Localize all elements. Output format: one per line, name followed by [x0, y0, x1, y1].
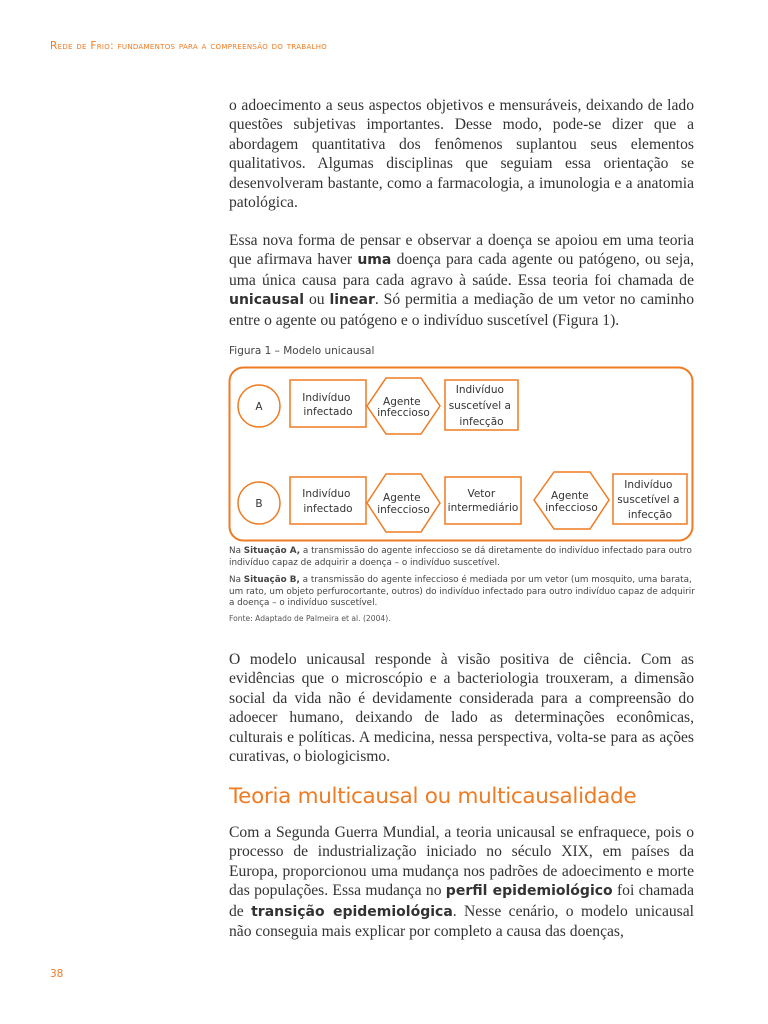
page-number: 38	[50, 968, 64, 980]
emphasis-uma: uma	[357, 252, 392, 269]
row-b-box3-line1: Indivíduo	[624, 479, 673, 491]
emphasis-transicao-epidemiologica: transição epidemiológica	[251, 903, 453, 920]
paragraph-2-text-1: Essa nova forma de pensar e observar a doença se apoiou em uma teoria que afirmava haver	[229, 232, 694, 269]
row-a-box1-line2: infectado	[303, 406, 353, 418]
emphasis-perfil-epidemiologico: perfil epidemiológico	[445, 883, 613, 900]
row-b-vector-box	[445, 477, 521, 524]
paragraph-2-text-3: ou	[304, 291, 330, 309]
row-a-box2-line3: infecção	[459, 416, 504, 428]
paragraph-1: o adoecimento a seus aspectos objetivos e mensuráveis, deixando de lado questões subjetivas importantes. Desse modo, pode-se dizer que a abordagem quantitativa dos fenômenos suplantou seus elementos qualitativos. Algumas disciplinas que seguiam essa orientação se desenvolveram bastante, como a farmacologia, a imunologia e a anatomia patológica.	[229, 97, 694, 212]
row-a-arrow1-line2: infeccioso	[377, 407, 430, 419]
caption-b-bold: Situação B,	[243, 575, 300, 585]
paragraph-2-text-2: doença para cada agente ou patógeno, ou seja, uma única causa para cada agravo à saúde. Essa teoria foi chamada de	[229, 251, 695, 289]
row-b-box1-line2: infectado	[303, 503, 353, 515]
row-b-infected-box	[290, 477, 366, 524]
row-b-arrow2-line2: infeccioso	[545, 502, 598, 514]
paragraph-4-text-2: foi chamada de	[229, 882, 694, 920]
caption-b-prefix: Na	[229, 575, 244, 585]
paragraph-4	[229, 823, 694, 941]
emphasis-unicausal: unicausal	[229, 292, 305, 309]
row-b-arrow1-line2: infeccioso	[377, 504, 430, 516]
row-a-box2-line2: suscetível a	[448, 400, 511, 412]
figure-title: Figura 1 – Modelo unicausal	[229, 345, 375, 357]
caption-a-bold: Situação A,	[243, 546, 301, 556]
paragraph-3: O modelo unicausal responde à visão positiva de ciência. Com as evidências que o microscópio e a bacteriologia trouxeram, a dimensão social da vida não é devidamente considerada para a compreensão do adoecer humano, deixando de lado as determinações econômicas, culturais e políticas. A medicina, nessa perspectiva, volta-se para as ações curativas, o biologicismo.	[229, 651, 694, 766]
row-b-box1-line1: Indivíduo	[302, 488, 351, 500]
figure-source: Fonte: Adaptado de Palmeira et al. (2004).	[229, 614, 391, 623]
situation-a-label: A	[255, 401, 263, 413]
svg-text:Agente infeccioso	[377, 396, 430, 419]
row-a-arrow1-line1: Agente	[383, 396, 421, 408]
svg-text:Agente infeccioso	[545, 490, 598, 514]
section-title: Teoria multicausal ou multicausalidade	[229, 784, 637, 809]
caption-situation-b	[229, 575, 699, 610]
caption-a-prefix: Na	[229, 546, 244, 556]
paragraph-4-text-3: . Nesse cenário, o modelo unicausal não conseguia mais explicar por completo a causa das doenças,	[229, 902, 695, 941]
row-a-box1-line1: Indivíduo	[302, 392, 351, 404]
row-a-box2-line1: Indivíduo	[455, 384, 504, 396]
row-b-box3-line3: infecção	[627, 509, 673, 521]
caption-a-text: a transmissão do agente infeccioso se dá diretamente do indivíduo infectado para outro indivíduo capaz de adquirir a doença – o indivíduo suscetível.	[229, 546, 692, 568]
row-b-box3-line2: suscetível a	[617, 494, 680, 506]
row-b-arrow1-line1: Agente	[383, 492, 421, 504]
paragraph-2	[229, 231, 694, 330]
row-b-box2-line1: Vetor	[467, 488, 496, 500]
svg-text:Agente infeccioso	[377, 492, 430, 516]
row-b-box2-line2: intermediário	[447, 502, 519, 514]
caption-b-text: a transmissão do agente infeccioso é mediada por um vetor (um mosquito, uma barata, um rato, um objeto perfurocortante, outros) do indivíduo infectado para outro indivíduo capaz de adquirir a doença – o indivíduo suscetível.	[229, 575, 695, 609]
situation-b-label: B	[255, 498, 263, 510]
row-b-arrow2-line1: Agente	[551, 490, 589, 502]
paragraph-4-text-1: Com a Segunda Guerra Mundial, a teoria unicausal se enfraquece, pois o processo de industrialização iniciado no século XIX, em países da Europa, proporcionou uma mudança nos padrões de adoecimento e morte das populações. Essa mudança no	[229, 824, 694, 900]
unicausal-model-diagram	[228, 366, 694, 546]
emphasis-linear: linear	[329, 292, 375, 309]
caption-situation-a	[229, 546, 699, 569]
paragraph-2-text-4: . Só permitia a mediação de um vetor no caminho entre o agente ou patógeno e o indivíduo suscetível (Figura 1).	[229, 291, 694, 329]
running-header: Rede de Frio: fundamentos para a compreensão do trabalho	[50, 40, 328, 52]
